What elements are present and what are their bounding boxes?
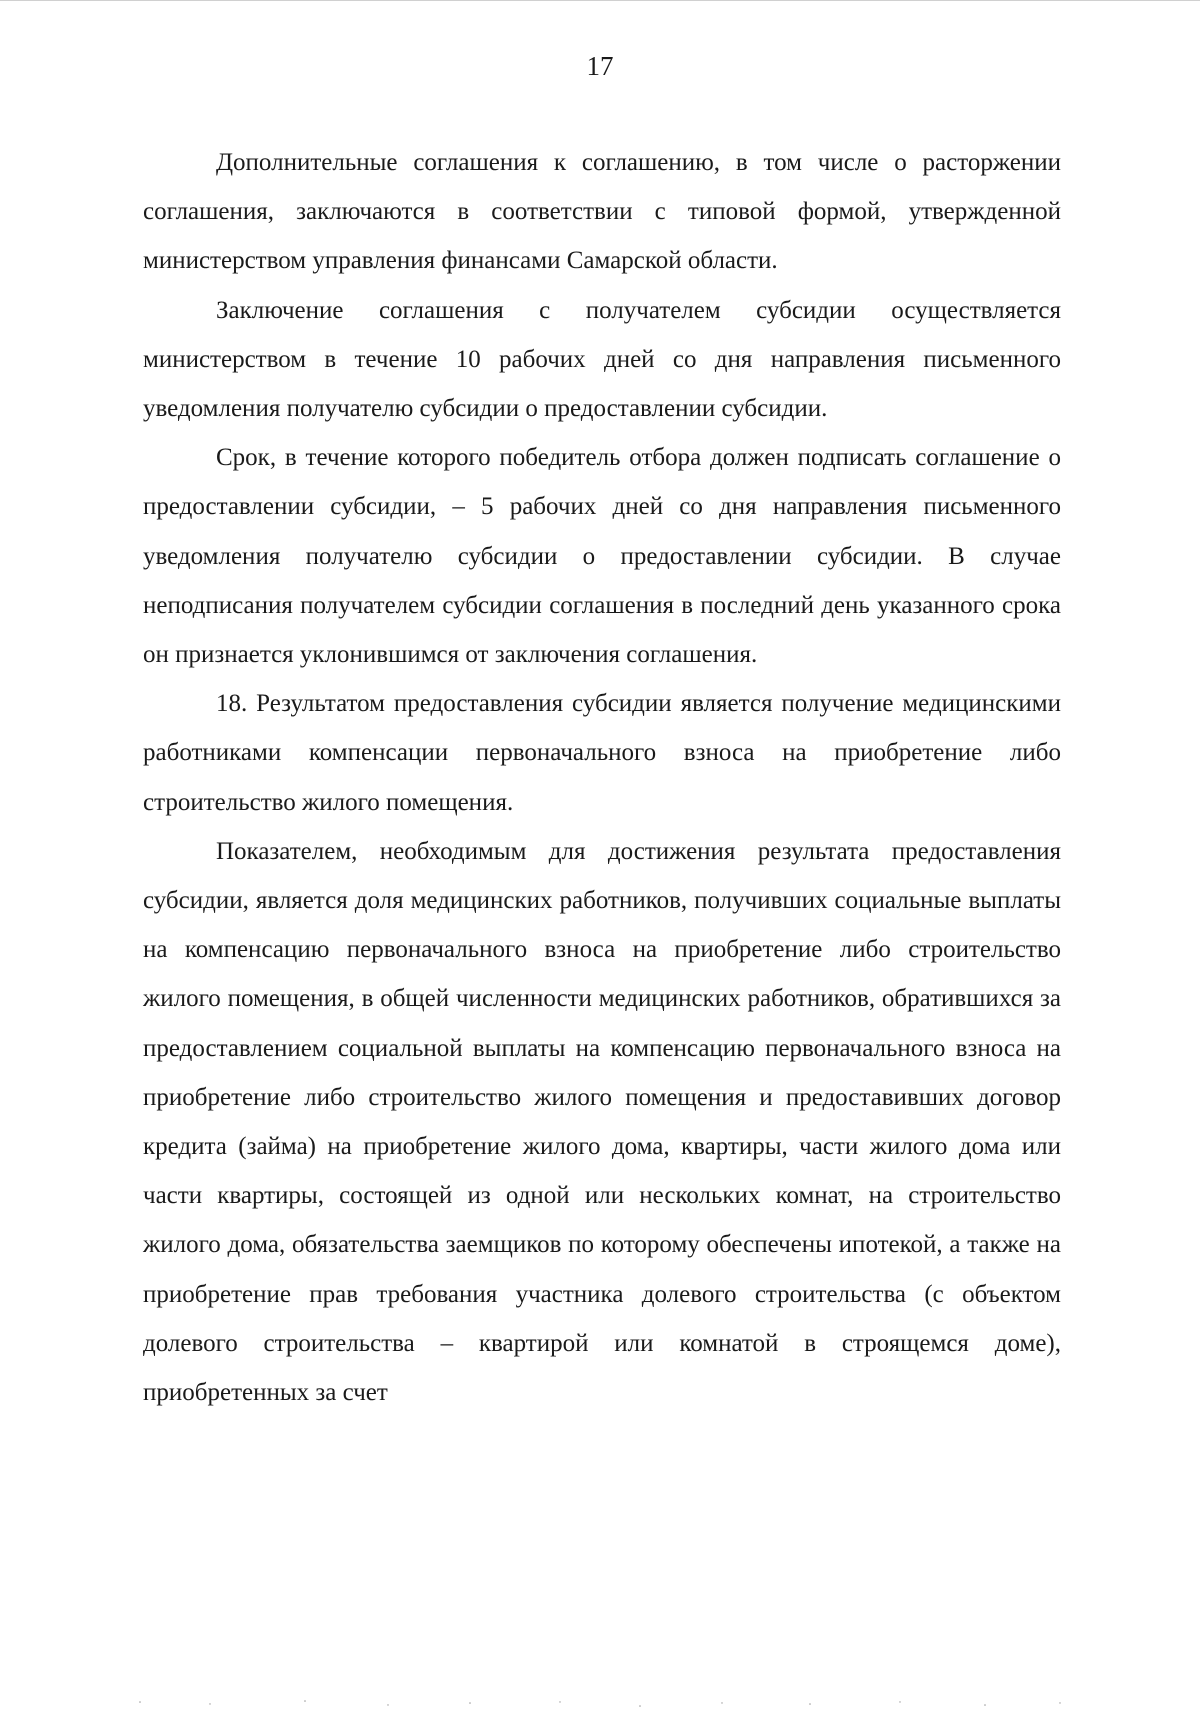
document-body <box>143 138 1061 1417</box>
paragraph-agreement-conclusion: Заключение соглашения с получателем субсидии осуществляется министерством в течение 10 рабочих дней со дня направления письменного уведомления получателю субсидии о предоставлении субсидии. <box>143 296 1061 423</box>
paragraph-additional-agreements: Дополнительные соглашения к соглашению, в том числе о расторжении соглашения, заключаются в соответствии с типовой формой, утвержденной министерством управления финансами Самарской области. <box>143 149 1061 275</box>
paragraph-signing-deadline: Срок, в течение которого победитель отбора должен подписать соглашение о предоставлении субсидии, – 5 рабочих дней со дня направления письменного уведомления получателю субсидии о предоставлении субсидии. В случае неподписания получателем субсидии соглашения в последний день указанного срока он признается уклонившимся от заключения соглашения. <box>143 444 1061 669</box>
paragraph-subsidy-result: 18. Результатом предоставления субсидии является получение медицинскими работниками компенсации первоначального взноса на приобретение либо строительство жилого помещения. <box>143 690 1061 816</box>
page-number: 17 <box>586 51 614 81</box>
scan-noise-decoration <box>0 1682 1200 1712</box>
paragraph-performance-indicator: Показателем, необходимым для достижения результата предоставления субсидии, является доля медицинских работников, получивших социальные выплаты на компенсацию первоначального взноса на приобретение либо строительство жилого помещения, в общей численности медицинских работников, обратившихся за предоставлением социальной выплаты на компенсацию первоначального взноса на приобретение либо строительство жилого помещения и предоставивших договор кредита (займа) на приобретение жилого дома, квартиры, части жилого дома или части квартиры, состоящей из одной или нескольких комнат, на строительство жилого дома, обязательства заемщиков по которому обеспечены ипотекой, а также на приобретение прав требования участника долевого строительства (с объектом долевого строительства – квартирой или комнатой в строящемся доме), приобретенных за счет <box>143 837 1061 1407</box>
